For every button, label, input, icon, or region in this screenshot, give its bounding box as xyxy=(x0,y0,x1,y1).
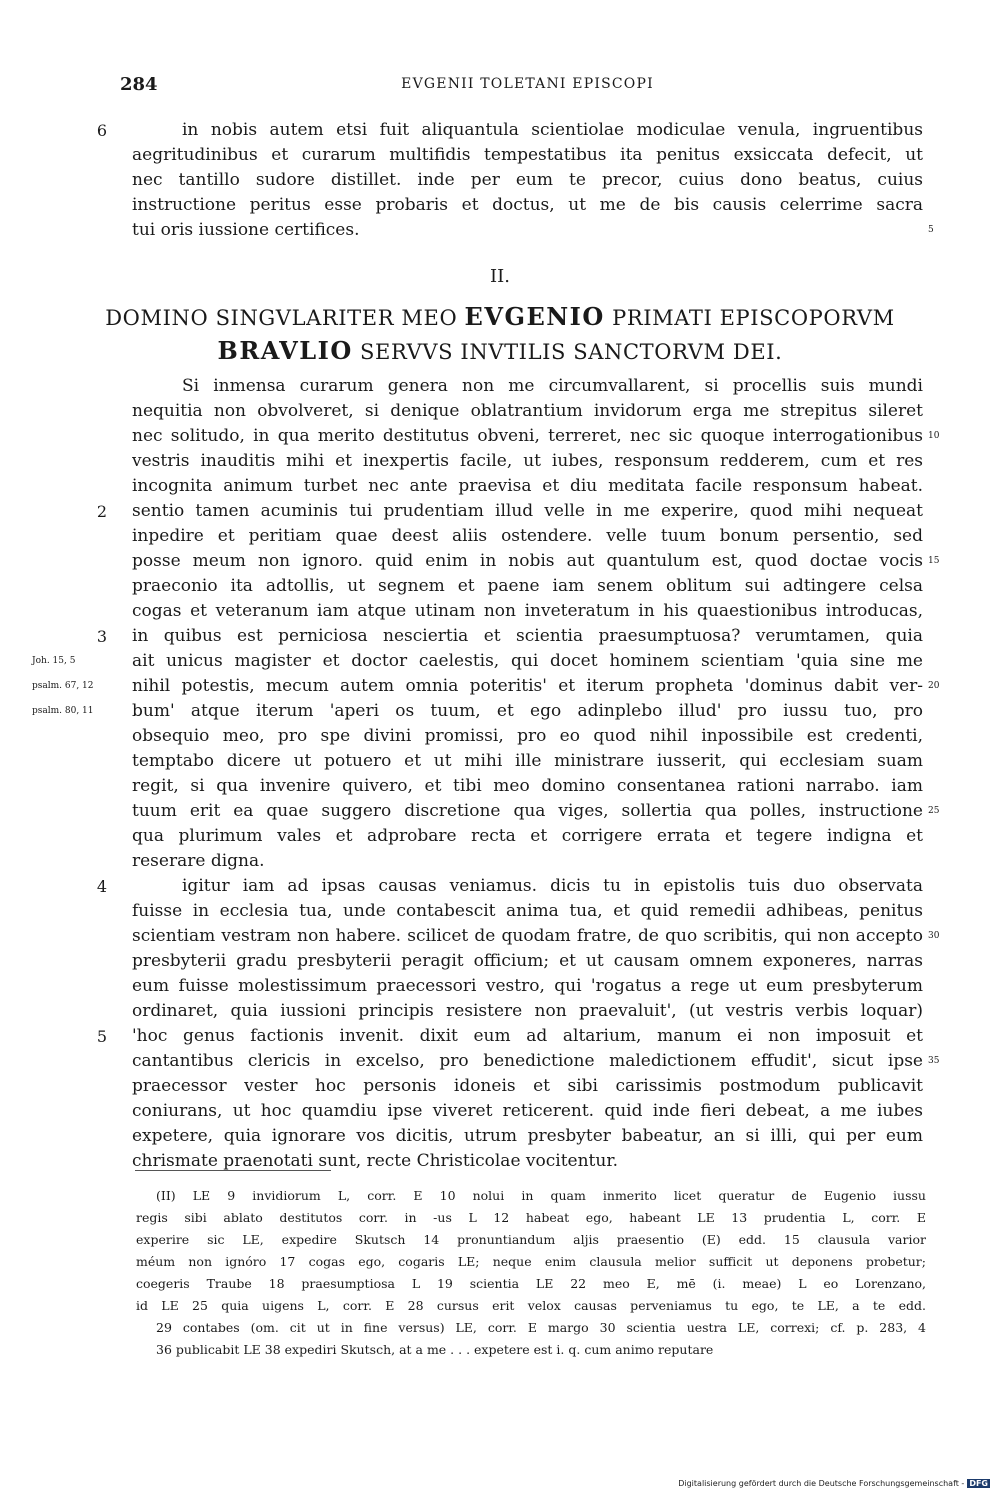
text-line: cantantibus clericis in excelso, pro benedictione maledictionem effudit', sicut ipse xyxy=(132,1051,923,1071)
paragraph-number: 2 xyxy=(96,502,108,521)
text-line: nec tantillo sudore distillet. inde per eum te precor, cuius dono beatus, cuius xyxy=(132,170,923,190)
text-line: tui oris iussione certifices. xyxy=(132,220,360,240)
section-heading-line-2 xyxy=(100,336,900,365)
footnote-line: 29 contabes (om. cit ut in fine versus) LE, corr. E margo 30 scientia uestra LE, correxi; cf. p. 283, 4 xyxy=(156,1320,926,1335)
text-line: scientiam vestram non habere. scilicet de quodam fratre, de quo scribitis, qui non accepto xyxy=(132,926,923,946)
running-title: EVGENII TOLETANI EPISCOPI xyxy=(401,76,654,92)
text-line: in quibus est perniciosa nesciertia et scientia praesumptuosa? verumtamen, quia xyxy=(132,626,923,646)
text-line: igitur iam ad ipsas causas veniamus. dicis tu in epistolis tuis duo observata xyxy=(182,876,923,896)
footnote-line: regis sibi ablato destitutos corr. in -us L 12 habeat ego, habeant LE 13 prudentia L, corr. E xyxy=(136,1210,926,1225)
footnote-line: (II) LE 9 invidiorum L, corr. E 10 nolui in quam inmerito licet queratur de Eugenio iussu xyxy=(156,1188,926,1203)
text-line: reserare digna. xyxy=(132,851,265,871)
text-line: nihil potestis, mecum autem omnia poteritis' et iterum propheta 'dominus dabit ver- xyxy=(132,676,923,696)
footnote-line: id LE 25 quia uigens L, corr. E 28 cursus erit velox causas perveniamus tu ego, te LE, a te edd. xyxy=(136,1298,926,1313)
margin-reference: psalm. 67, 12 xyxy=(32,681,94,691)
heading-text: SERVVS INVTILIS SANCTORVM DEI. xyxy=(352,340,783,364)
dfg-logo: DFG xyxy=(969,1479,988,1488)
text-line: nequitia non obvolveret, si denique oblatrantium invidorum erga me strepitus sileret xyxy=(132,401,923,421)
text-line: sentio tamen acuminis tui prudentiam illud velle in me experire, quod mihi nequeat xyxy=(132,501,923,521)
text-line: regit, si qua invenire quivero, et tibi meo domino consentanea rationi narrabo. iam xyxy=(132,776,923,796)
footnote-line: coegeris Traube 18 praesumptiosa L 19 scientia LE 22 meo E, mē (i. meae) L eo Lorenzano, xyxy=(136,1276,926,1291)
text-line: praeconio ita adtollis, ut segnem et paene iam senem oblitum sui adtingere celsa xyxy=(132,576,923,596)
text-line: praecessor vester hoc personis idoneis et sibi carissimis postmodum publicavit xyxy=(132,1076,923,1096)
heading-text: DOMINO SINGVLARITER MEO xyxy=(105,306,465,330)
footer-text: Digitalisierung gefördert durch die Deutsche Forschungsgemeinschaft - xyxy=(678,1479,965,1488)
digitization-footer xyxy=(678,1479,990,1488)
footnote-line: experire sic LE, expedire Skutsch 14 pronuntiandum aljis praesentio (E) edd. 15 clausula varior xyxy=(136,1232,926,1247)
paragraph-number: 3 xyxy=(96,627,108,646)
margin-reference: psalm. 80, 11 xyxy=(32,706,94,716)
text-line: coniurans, ut hoc quamdiu ipse viveret reticerent. quid inde fieri debeat, a me iubes xyxy=(132,1101,923,1121)
text-line: tuum erit ea quae suggero discretione qua viges, sollertia qua polles, instructione xyxy=(132,801,923,821)
text-line: ordinaret, quia iussioni principis resistere non praevaluit', (ut vestris verbis loquar) xyxy=(132,1001,923,1021)
text-line: aegritudinibus et curarum multifidis tempestatibus ita penitus exsiccata defecit, ut xyxy=(132,145,923,165)
text-line: inpedire et peritiam quae deest aliis ostendere. velle tuum bonum persentio, sed xyxy=(132,526,923,546)
page-header xyxy=(120,74,935,98)
heading-name: BRAVLIO xyxy=(217,336,353,365)
text-line: chrismate praenotati sunt, recte Christicolae vocitentur. xyxy=(132,1151,618,1171)
text-line: ait unicus magister et doctor caelestis, qui docet hominem scientiam 'quia sine me xyxy=(132,651,923,671)
footnote-line: 36 publicabit LE 38 expediri Skutsch, at a me . . . expetere est i. q. cum animo reputare xyxy=(156,1342,714,1357)
text-line: bum' atque iterum 'aperi os tuum, et ego adinplebo illud' pro iussu tuo, pro xyxy=(132,701,923,721)
heading-text: PRIMATI EPISCOPORVM xyxy=(604,306,895,330)
text-line: 'hoc genus factionis invenit. dixit eum ad altarium, manum ei non imposuit et xyxy=(132,1026,923,1046)
line-number: 35 xyxy=(928,1056,940,1066)
text-line: in nobis autem etsi fuit aliquantula scientiolae modiculae venula, ingruentibus xyxy=(182,120,923,140)
paragraph-number: 4 xyxy=(96,877,108,896)
text-line: Si inmensa curarum genera non me circumvallarent, si procellis suis mundi xyxy=(182,376,923,396)
page-number: 284 xyxy=(120,74,158,95)
paragraph-number: 6 xyxy=(96,121,108,140)
text-line: obsequio meo, pro spe divini promissi, pro eo quod nihil inpossibile est credenti, xyxy=(132,726,923,746)
text-line: fuisse in ecclesia tua, unde contabescit anima tua, et quid remedii adhibeas, penitus xyxy=(132,901,923,921)
line-number: 30 xyxy=(928,931,940,941)
line-number: 10 xyxy=(928,431,940,441)
text-line: qua plurimum vales et adprobare recta et corrigere errata et tegere indigna et xyxy=(132,826,923,846)
text-line: expetere, quia ignorare vos dicitis, utrum presbyter babeatur, an si illi, qui per eum xyxy=(132,1126,923,1146)
footnote-line: méum non ignóro 17 cogas ego, cogaris LE; neque enim clausula melior sufficit ut deponens probetur; xyxy=(136,1254,926,1269)
line-number: 20 xyxy=(928,681,940,691)
text-line: nec solitudo, in qua merito destitutus obveni, terreret, nec sic quoque interrogationibus xyxy=(132,426,923,446)
text-line: eum fuisse molestissimum praecessori vestro, qui 'rogatus a rege ut eum presbyterum xyxy=(132,976,923,996)
line-number: 15 xyxy=(928,556,940,566)
text-line: posse meum non ignoro. quid enim in nobis aut quantulum est, quod doctae vocis xyxy=(132,551,923,571)
text-line: vestris inauditis mihi et inexpertis facile, ut iubes, responsum redderem, cum et res xyxy=(132,451,923,471)
text-line: temptabo dicere ut potuero et ut mihi ille ministrare iusserit, qui ecclesiam suam xyxy=(132,751,923,771)
section-heading-line-1 xyxy=(100,302,900,331)
line-number: 25 xyxy=(928,806,940,816)
line-number: 5 xyxy=(928,225,934,235)
text-line: cogas et veteranum iam atque utinam non inveteratum in his quaestionibus introducas, xyxy=(132,601,923,621)
text-line: instructione peritus esse probaris et doctus, ut me de bis causis celerrime sacra xyxy=(132,195,923,215)
margin-reference: Joh. 15, 5 xyxy=(32,656,76,666)
footnote-rule xyxy=(135,1170,331,1171)
text-line: presbyterii gradu presbyterii peragit officium; et ut causam omnem exponeres, narras xyxy=(132,951,923,971)
paragraph-number: 5 xyxy=(96,1027,108,1046)
section-number: II. xyxy=(490,266,510,287)
heading-name: EVGENIO xyxy=(464,302,605,331)
text-line: incognita animum turbet nec ante praevisa et diu meditata facile responsum habeat. xyxy=(132,476,923,496)
